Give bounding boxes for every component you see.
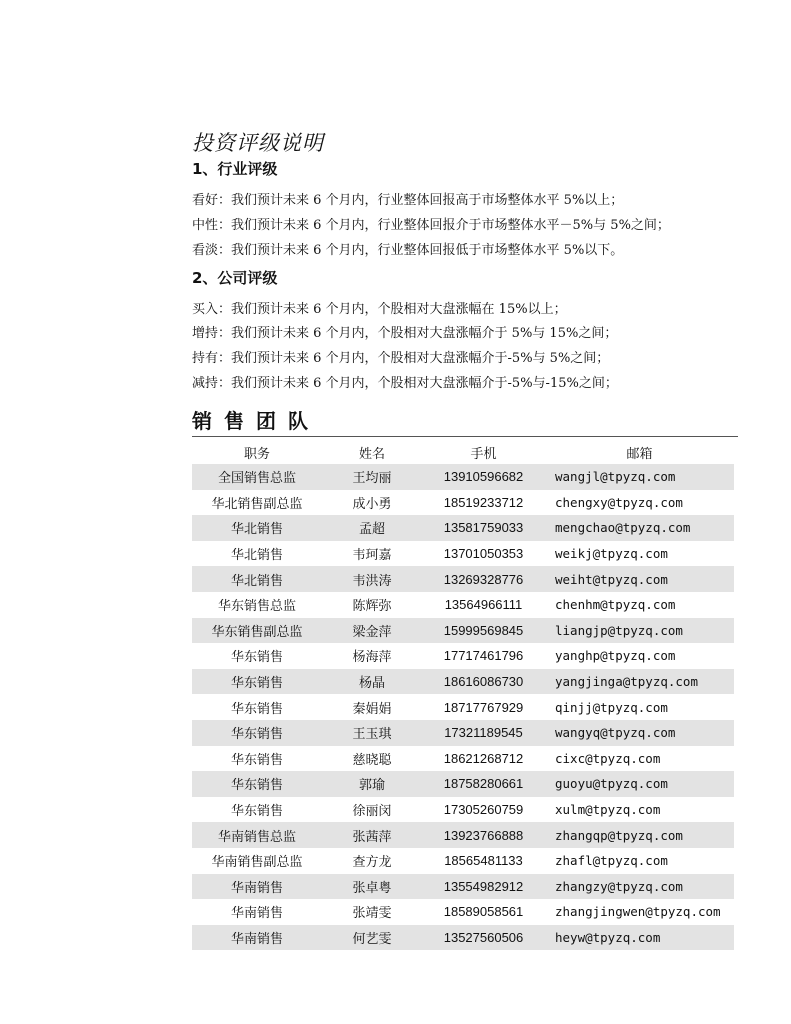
phone-cell: 13564966111 <box>444 597 523 613</box>
table-body <box>192 464 734 950</box>
phone-cell: 15999569845 <box>443 622 524 638</box>
position-cell: 华东销售 <box>230 778 283 794</box>
table-row <box>192 541 734 567</box>
header-position: 职务 <box>243 446 270 462</box>
table-row <box>192 899 734 925</box>
table-row <box>192 515 734 541</box>
phone-cell: 13527560506 <box>443 929 524 945</box>
table-row <box>192 669 734 695</box>
name-cell: 张茜萍 <box>352 829 392 845</box>
name-cell: 韦洪涛 <box>352 573 392 589</box>
table-row <box>192 746 734 772</box>
table-row <box>192 848 734 874</box>
table-row <box>192 720 734 746</box>
company-rating-line: 减持：我们预计未来 6 个月内，个股相对大盘涨幅介于-5%与-15%之间； <box>192 376 618 391</box>
position-cell: 华南销售 <box>230 931 283 947</box>
name-cell: 秦娟娟 <box>352 701 392 717</box>
name-cell: 何艺雯 <box>352 931 392 947</box>
email-cell[interactable]: heyw@tpyzq.com <box>555 929 661 945</box>
name-cell: 张卓粤 <box>352 880 392 896</box>
email-cell[interactable]: chenhm@tpyzq.com <box>555 597 676 613</box>
email-cell[interactable]: zhangjingwen@tpyzq.com <box>555 904 721 920</box>
name-cell: 韦珂嘉 <box>352 548 392 564</box>
table-row <box>192 490 734 516</box>
table-row <box>192 643 734 669</box>
name-cell: 孟超 <box>358 522 385 538</box>
name-cell: 陈辉弥 <box>352 599 392 615</box>
title-divider <box>192 436 738 437</box>
position-cell: 全国销售总监 <box>217 471 296 487</box>
position-cell: 华东销售副总监 <box>211 624 303 640</box>
header-email: 邮箱 <box>626 446 653 462</box>
position-cell: 华东销售 <box>230 752 283 768</box>
email-cell[interactable]: zhangzy@tpyzq.com <box>555 878 683 894</box>
company-rating-line: 持有：我们预计未来 6 个月内，个股相对大盘涨幅介于-5%与 5%之间； <box>192 351 610 366</box>
email-cell[interactable]: guoyu@tpyzq.com <box>555 776 668 792</box>
email-cell[interactable]: xulm@tpyzq.com <box>555 802 661 818</box>
name-cell: 梁金萍 <box>352 624 392 640</box>
phone-cell: 13910596682 <box>443 469 524 485</box>
position-cell: 华北销售副总监 <box>211 496 303 512</box>
name-cell: 王玉琪 <box>352 727 392 743</box>
phone-cell: 18519233712 <box>443 494 524 510</box>
company-rating-heading: 2、公司评级 <box>192 269 278 287</box>
name-cell: 郭瑜 <box>358 778 385 794</box>
position-cell: 华南销售 <box>230 880 283 896</box>
industry-rating-line: 中性：我们预计未来 6 个月内，行业整体回报介于市场整体水平－5%与 5%之间； <box>192 218 670 233</box>
name-cell: 杨晶 <box>358 676 385 692</box>
phone-cell: 17717461796 <box>443 648 524 664</box>
rating-section-title: 投资评级说明 <box>192 131 324 155</box>
phone-cell: 18616086730 <box>443 674 524 690</box>
email-cell[interactable]: cixc@tpyzq.com <box>555 750 661 766</box>
header-phone: 手机 <box>470 446 497 462</box>
position-cell: 华南销售副总监 <box>211 855 303 871</box>
position-cell: 华东销售总监 <box>217 599 296 615</box>
position-cell: 华北销售 <box>230 548 283 564</box>
table-row <box>192 925 734 951</box>
table-row <box>192 592 734 618</box>
company-rating-line: 买入：我们预计未来 6 个月内，个股相对大盘涨幅在 15%以上； <box>192 302 567 317</box>
phone-cell: 13701050353 <box>443 546 524 562</box>
phone-cell: 13554982912 <box>443 878 524 894</box>
table-row <box>192 822 734 848</box>
phone-cell: 13581759033 <box>443 520 524 536</box>
email-cell[interactable]: qinjj@tpyzq.com <box>555 699 668 715</box>
email-cell[interactable]: zhafl@tpyzq.com <box>555 853 668 869</box>
position-cell: 华北销售 <box>230 522 283 538</box>
phone-cell: 18758280661 <box>443 776 524 792</box>
email-cell[interactable]: yangjinga@tpyzq.com <box>555 674 698 690</box>
email-cell[interactable]: wangyq@tpyzq.com <box>555 725 676 741</box>
email-cell[interactable]: liangjp@tpyzq.com <box>555 622 683 638</box>
table-row <box>192 566 734 592</box>
phone-cell: 13923766888 <box>443 827 524 843</box>
name-cell: 张靖雯 <box>352 906 392 922</box>
sales-team-table <box>192 440 734 950</box>
phone-cell: 18565481133 <box>444 853 523 869</box>
phone-cell: 18589058561 <box>443 904 524 920</box>
table-row <box>192 874 734 900</box>
email-cell[interactable]: mengchao@tpyzq.com <box>555 520 691 536</box>
position-cell: 华南销售总监 <box>217 829 296 845</box>
company-rating-line: 增持：我们预计未来 6 个月内，个股相对大盘涨幅介于 5%与 15%之间； <box>192 326 618 341</box>
phone-cell: 18717767929 <box>443 699 524 715</box>
email-cell[interactable]: weiht@tpyzq.com <box>555 571 668 587</box>
table-row <box>192 618 734 644</box>
position-cell: 华南销售 <box>230 906 283 922</box>
position-cell: 华东销售 <box>230 727 283 743</box>
phone-cell: 17305260759 <box>443 802 524 818</box>
phone-cell: 17321189545 <box>444 725 523 741</box>
position-cell: 华东销售 <box>230 701 283 717</box>
industry-rating-line: 看好：我们预计未来 6 个月内，行业整体回报高于市场整体水平 5%以上； <box>192 193 624 208</box>
sales-team-title: 销售团队 <box>192 409 320 433</box>
table-header <box>192 440 734 464</box>
name-cell: 杨海萍 <box>352 650 392 666</box>
email-cell[interactable]: wangjl@tpyzq.com <box>555 469 676 485</box>
name-cell: 成小勇 <box>352 496 392 512</box>
email-cell[interactable]: weikj@tpyzq.com <box>555 546 668 562</box>
name-cell: 王均丽 <box>352 471 392 487</box>
email-cell[interactable]: chengxy@tpyzq.com <box>555 494 683 510</box>
name-cell: 慈晓聪 <box>352 752 392 768</box>
name-cell: 查方龙 <box>352 855 392 871</box>
position-cell: 华东销售 <box>230 804 283 820</box>
table-row <box>192 464 734 490</box>
position-cell: 华东销售 <box>230 676 283 692</box>
name-cell: 徐丽闵 <box>352 804 392 820</box>
email-cell[interactable]: zhangqp@tpyzq.com <box>555 827 683 843</box>
table-row <box>192 694 734 720</box>
phone-cell: 13269328776 <box>443 571 524 587</box>
industry-rating-heading: 1、行业评级 <box>192 160 278 178</box>
email-cell[interactable]: yanghp@tpyzq.com <box>555 648 676 664</box>
table-row <box>192 771 734 797</box>
position-cell: 华北销售 <box>230 573 283 589</box>
phone-cell: 18621268712 <box>443 750 524 766</box>
table-row <box>192 797 734 823</box>
industry-rating-line: 看淡：我们预计未来 6 个月内，行业整体回报低于市场整体水平 5%以下。 <box>192 243 624 258</box>
header-name: 姓名 <box>358 446 385 462</box>
position-cell: 华东销售 <box>230 650 283 666</box>
